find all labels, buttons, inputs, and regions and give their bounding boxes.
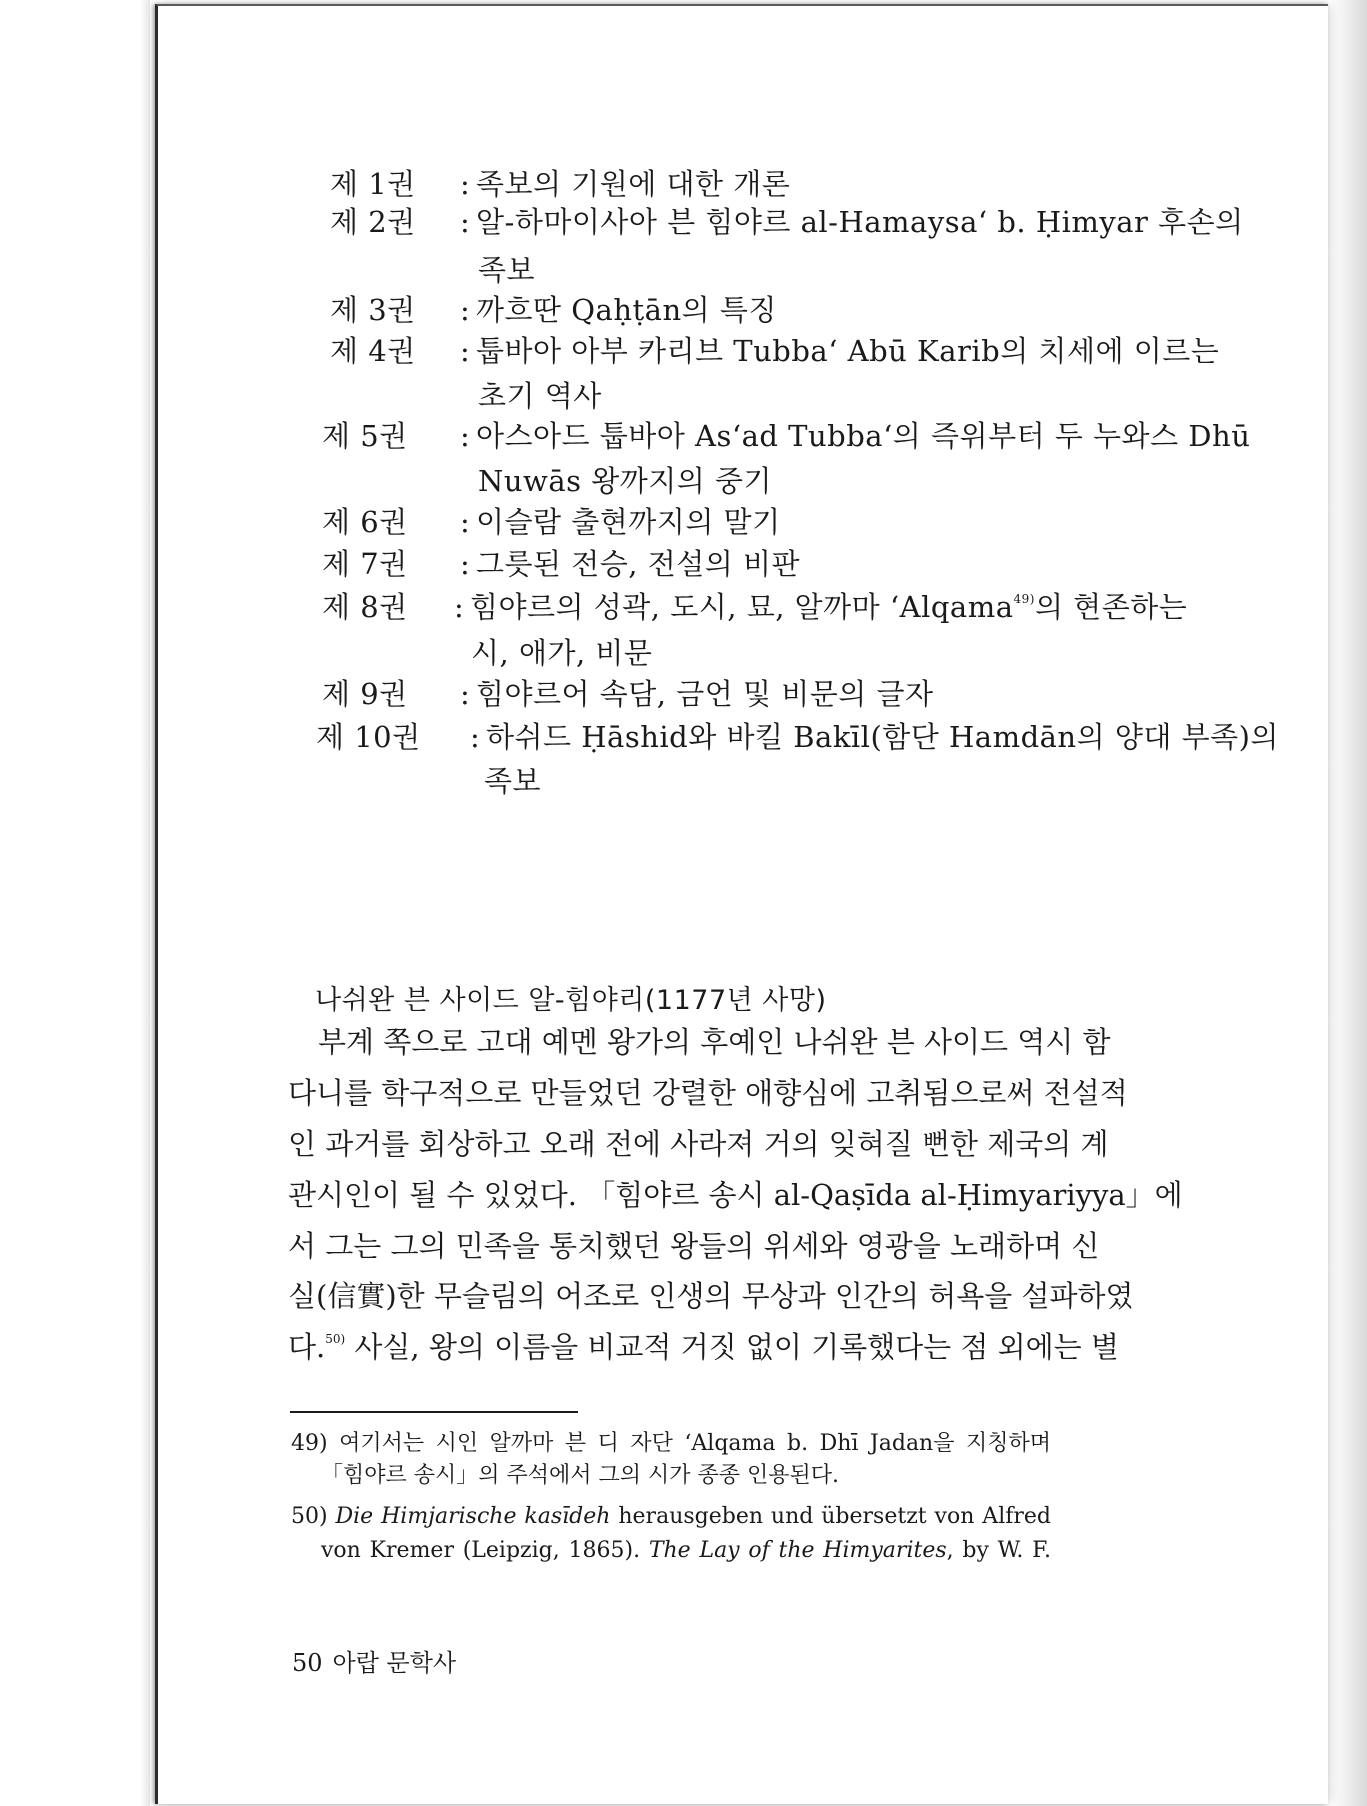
volume-label: 제 9권 <box>322 677 408 711</box>
volume-label: 제 7권 <box>322 547 408 581</box>
volume-text: 아스아드 툽바아 As‘ad Tubba‘의 즉위부터 두 누와스 Dhū <box>476 419 1251 453</box>
footnote-number: 50) <box>291 1504 328 1529</box>
volume-text: 이슬람 출현까지의 말기 <box>476 505 781 539</box>
volume-colon: : <box>460 505 471 539</box>
volume-colon: : <box>460 293 471 327</box>
cited-title: The Lay of the Himyarites <box>648 1538 947 1563</box>
page-number: 50 <box>292 1649 323 1677</box>
footnote-text <box>321 1536 1051 1566</box>
paragraph-line-last <box>288 1330 1119 1364</box>
section-heading: 나쉬완 븐 사이드 알-힘야리(1177년 사망) <box>315 985 827 1016</box>
volume-text: 힘야르어 속담, 금언 및 비문의 글자 <box>476 677 934 711</box>
cited-title: Die Himjarische kasīdeh <box>335 1504 611 1529</box>
volume-colon: : <box>460 677 471 711</box>
paragraph-line: 인 과거를 회상하고 오래 전에 사라져 거의 잊혀질 뻔한 제국의 계 <box>288 1127 1109 1161</box>
book-page <box>155 4 1328 1804</box>
volume-text-main: 힘야르의 성곽, 도시, 묘, 알까마 ‘Alqama <box>470 590 1014 624</box>
running-title: 아랍 문학사 <box>332 1649 457 1677</box>
paragraph-line: 다니를 학구적으로 만들었던 강렬한 애향심에 고취됨으로써 전설적 <box>288 1076 1128 1110</box>
paragraph-line: 부계 쪽으로 고대 예멘 왕가의 후예인 나쉬완 븐 사이드 역시 함 <box>318 1025 1111 1059</box>
paragraph-line: 서 그는 그의 민족을 통치했던 왕들의 위세와 영광을 노래하며 신 <box>288 1229 1100 1263</box>
volume-text: 하쉬드 Ḥāshid와 바킬 Bakīl(함단 Hamdān의 양대 부족)의 <box>486 720 1279 754</box>
scan-right-margin <box>1331 0 1367 1806</box>
volume-colon: : <box>460 419 471 453</box>
volume-label: 제 3권 <box>330 293 416 327</box>
volume-text <box>470 590 1188 624</box>
volume-text-continued: 족보 <box>478 253 536 287</box>
volume-text-continued: 족보 <box>484 764 542 798</box>
volume-colon: : <box>460 205 471 239</box>
footnote-text: von Kremer (Leipzig, 1865). <box>321 1538 649 1563</box>
volume-colon: : <box>454 590 465 624</box>
paragraph-line: 실(信實)한 무슬림의 어조로 인생의 무상과 인간의 허욕을 설파하였 <box>288 1279 1134 1313</box>
volume-colon: : <box>460 334 471 368</box>
volume-text: 까흐딴 Qaḥṭān의 특징 <box>476 293 777 327</box>
volume-text: 툽바아 아부 카리브 Tubba‘ Abū Karib의 치세에 이르는 <box>476 334 1220 368</box>
volume-label: 제 6권 <box>322 505 408 539</box>
volume-label: 제 4권 <box>330 334 416 368</box>
footnote-text: , by W. F. <box>946 1538 1051 1563</box>
paragraph-line: 관시인이 될 수 있었다. 「힘야르 송시 al-Qaṣīda al-Ḥimyariyya」에 <box>288 1178 1183 1212</box>
paragraph-text: 다. <box>288 1330 326 1364</box>
footnote-ref-49: 49) <box>1013 592 1035 606</box>
footnote-text <box>291 1502 1051 1532</box>
volume-text-continued: 시, 애가, 비문 <box>471 636 653 670</box>
page-footer <box>292 1643 456 1678</box>
volume-text-after-ref: 의 현존하는 <box>1034 590 1188 624</box>
footnote-ref-50: 50) <box>325 1332 346 1346</box>
volume-text: 알-하마이사아 븐 힘야르 al-Hamaysa‘ b. Ḥimyar 후손의 <box>476 205 1244 239</box>
volume-text: 족보의 기원에 대한 개론 <box>476 167 791 201</box>
volume-label: 제 8권 <box>322 590 408 624</box>
footnote-text: 49) 여기서는 시인 알까마 븐 디 자단 ‘Alqama b. Dhī Jadan을 지칭하며 <box>291 1431 1051 1456</box>
volume-label: 제 2권 <box>330 205 416 239</box>
footnote-divider <box>290 1411 578 1413</box>
volume-text-continued: 초기 역사 <box>478 379 602 413</box>
volume-label: 제 10권 <box>316 720 421 754</box>
volume-text-continued: Nuwās 왕까지의 중기 <box>478 464 773 498</box>
volume-colon: : <box>460 547 471 581</box>
footnote-text: herausgeben und übersetzt von Alfred <box>610 1504 1051 1529</box>
paragraph-text: 사실, 왕의 이름을 비교적 거짓 없이 기록했다는 점 외에는 별 <box>345 1330 1119 1364</box>
footnote-text: 「힘야르 송시」의 주석에서 그의 시가 종종 인용된다. <box>321 1463 839 1488</box>
volume-label: 제 1권 <box>330 167 416 201</box>
volume-colon: : <box>470 720 481 754</box>
volume-colon: : <box>460 167 471 201</box>
volume-label: 제 5권 <box>322 419 408 453</box>
scan-left-margin <box>0 0 150 1806</box>
volume-text: 그릇된 전승, 전설의 비판 <box>476 547 801 581</box>
